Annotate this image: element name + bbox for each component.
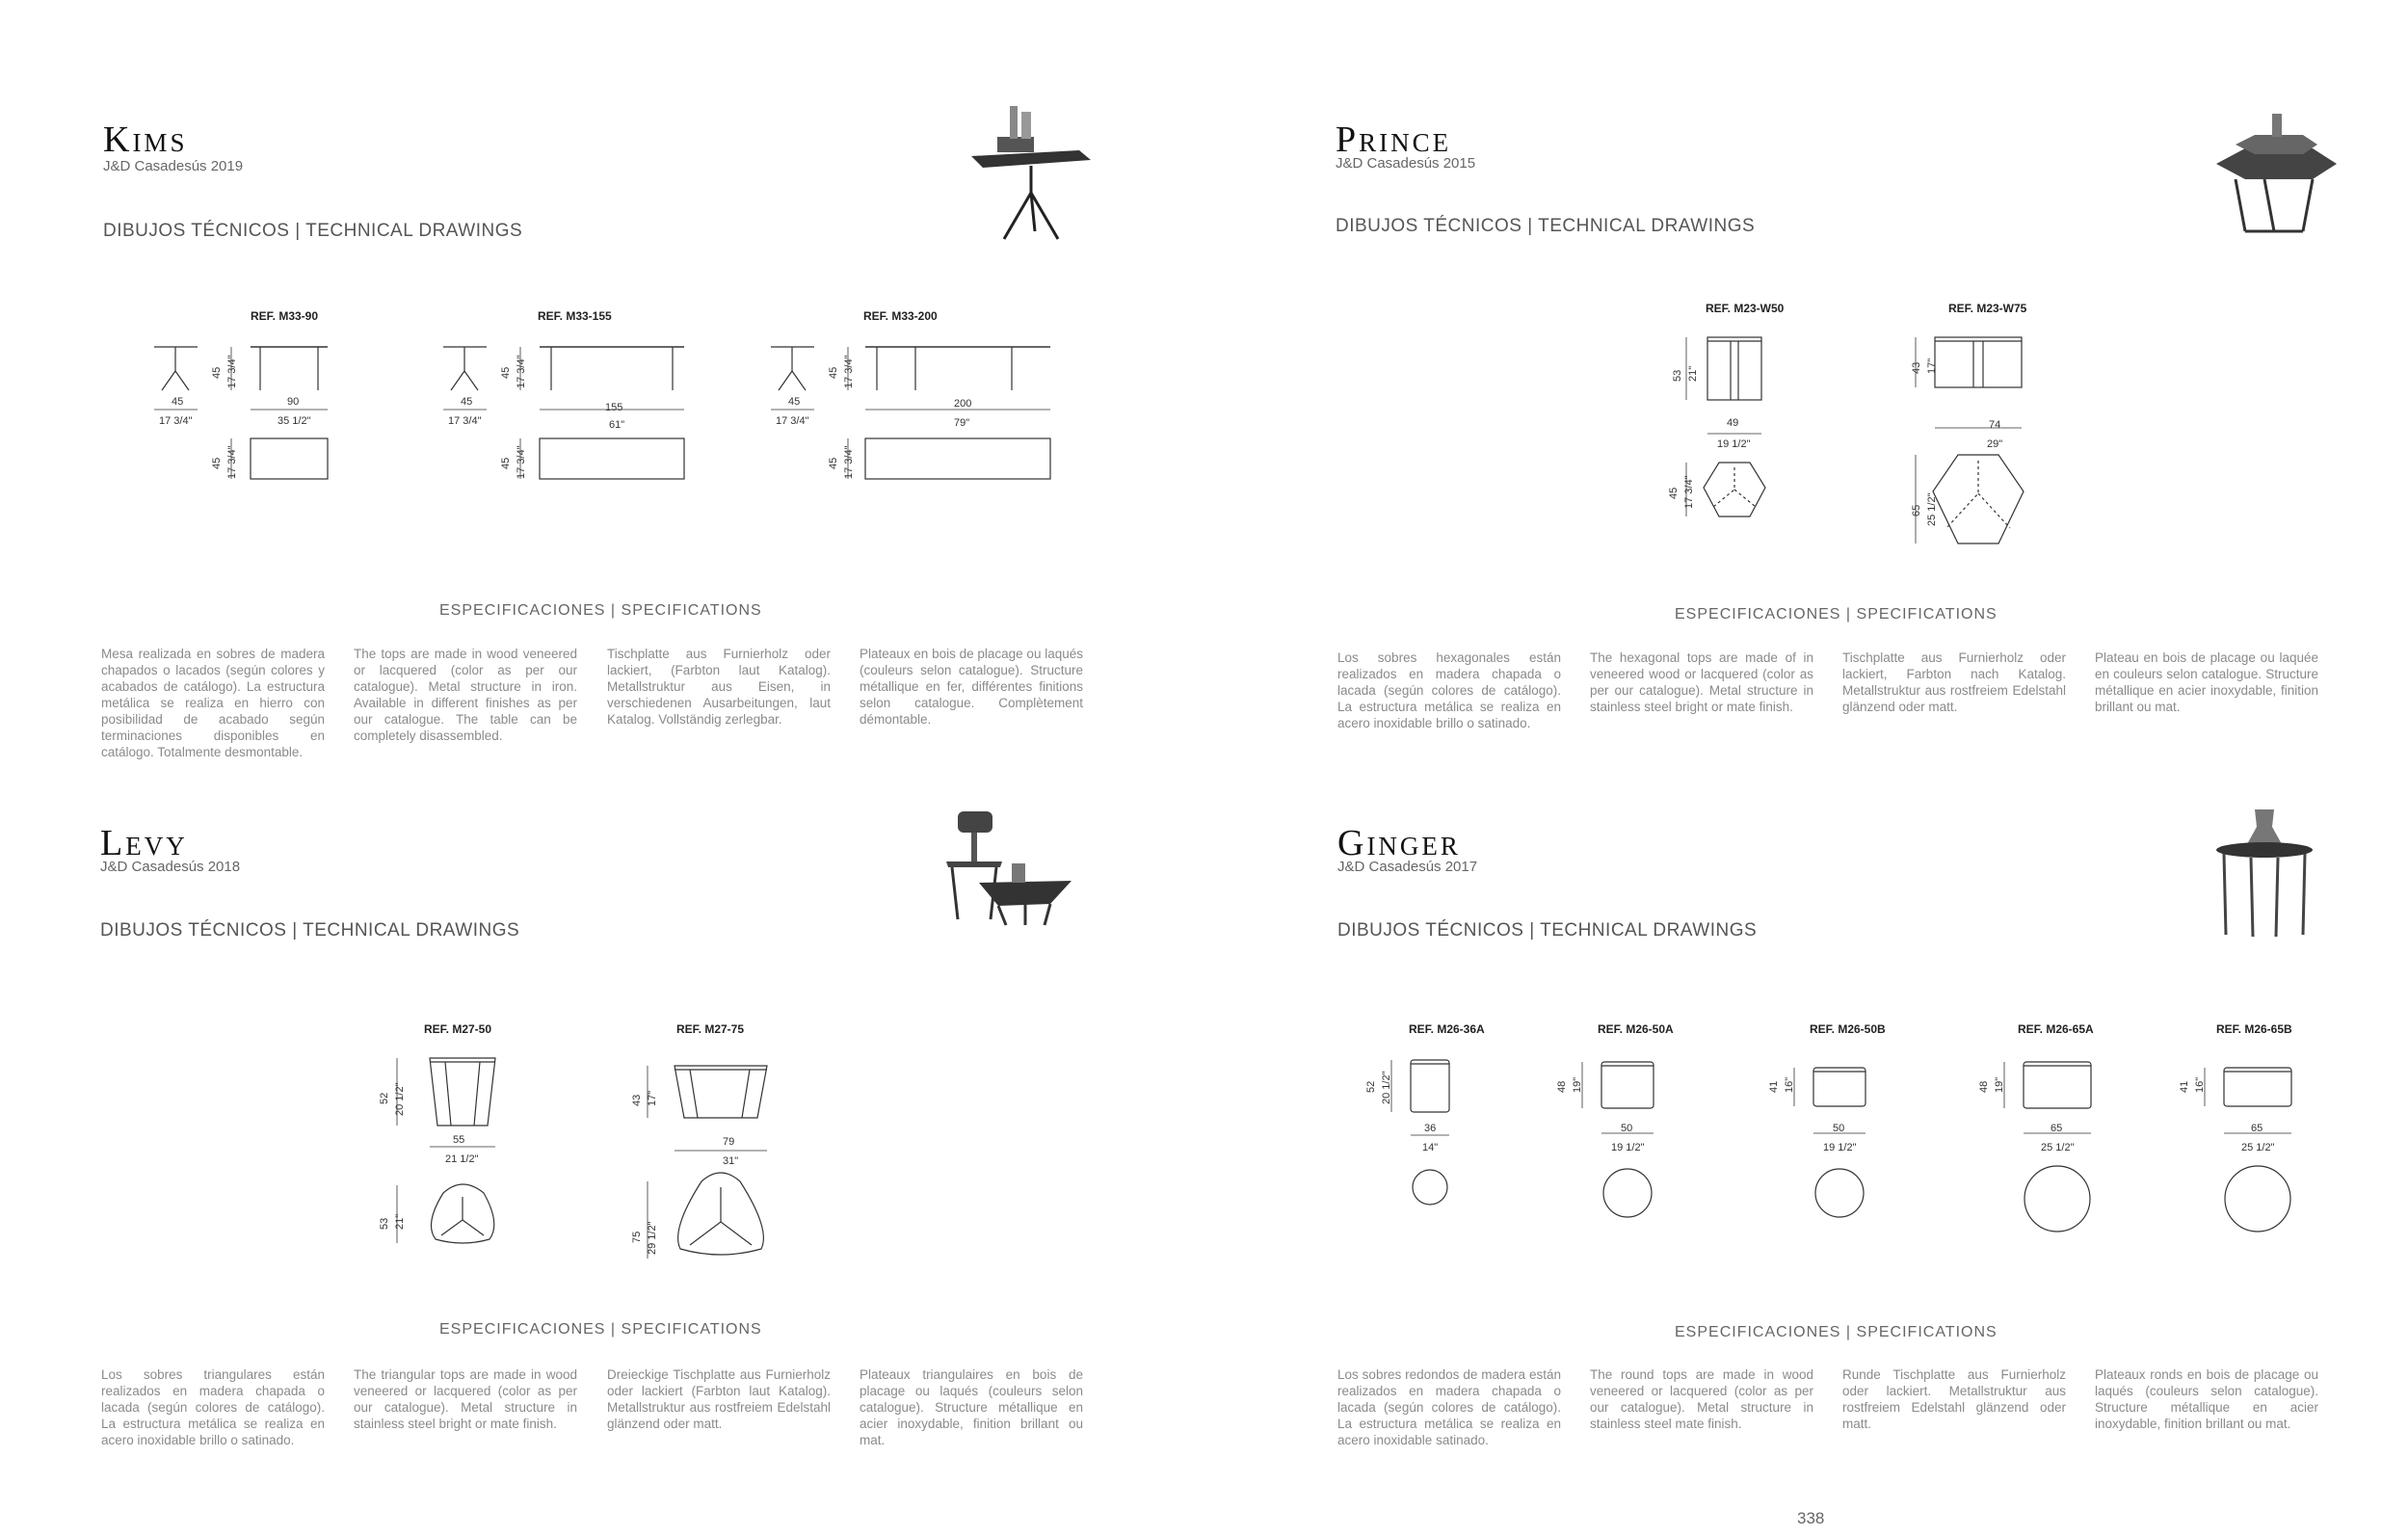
kims-dim-width-cm-3: 200	[954, 398, 972, 410]
kims-dim-width-in-2: 61"	[609, 419, 625, 431]
levy-text-fr: Plateaux triangulaires en bois de placage ou laqués (couleurs selon catalogue). Structure métallique en acier inoxydable, finition brillant ou mat.	[860, 1367, 1083, 1447]
page-number: 338	[1797, 1509, 1825, 1527]
levy-ref-2: REF. M27-75	[676, 1022, 745, 1036]
ginger-text-es: Los sobres redondos de madera están realizados en madera chapada o lacada (según colores de catálogo). La estructura metálica se realiza en acero inoxidable satinado.	[1337, 1367, 1561, 1447]
prince-dim-width-cm-2: 74	[1989, 419, 2001, 431]
ginger-dim-height-cm-3: 41	[1768, 1080, 1780, 1093]
prince-dim-height-cm-2: 43	[1911, 361, 1922, 374]
prince-dim-depth-cm-2: 65	[1911, 504, 1922, 517]
ginger-dim-height-in-4: 19"	[1994, 1076, 2005, 1093]
prince-text-en: The hexagonal tops are made of in veneered wood or lacquered (color as per our catalogue). Metal structure in stainless steel bright or mate finish.	[1590, 650, 1813, 714]
ginger-text-fr: Plateaux ronds en bois de placage ou laqués (couleurs selon catalogue). Structure métallique en acier inoxydable, finition brillant ou mat.	[2095, 1367, 2318, 1431]
kims-dim-height-in-2: 17 3/4"	[516, 355, 527, 388]
prince-dim-depth-cm-1: 45	[1668, 487, 1680, 499]
prince-dim-width-in-1: 19 1/2"	[1717, 438, 1751, 450]
levy-text-en: The triangular tops are made in wood veneered or lacquered (color as per our catalogue). Metal structure in stainless steel bright or mate finish.	[354, 1367, 577, 1431]
levy-dim-width-in-2: 31"	[723, 1155, 739, 1167]
ginger-dim-width-cm-5: 65	[2251, 1123, 2263, 1134]
levy-dim-width-cm-1: 55	[453, 1134, 465, 1146]
prince-specs-heading: ESPECIFICACIONES | SPECIFICATIONS	[1675, 606, 1998, 623]
kims-dim-width-in-1: 35 1/2"	[278, 415, 311, 427]
ginger-ref-4: REF. M26-65A	[2018, 1022, 2094, 1036]
levy-dim-width-cm-2: 79	[723, 1136, 735, 1148]
kims-dim-height-in-3: 17 3/4"	[843, 355, 855, 388]
kims-dim-height-cm-2: 45	[500, 366, 512, 379]
kims-drawings-heading: DIBUJOS TÉCNICOS | TECHNICAL DRAWINGS	[103, 221, 523, 241]
ginger-dim-height-cm-4: 48	[1978, 1080, 1990, 1093]
levy-dim-height-in-2: 17"	[647, 1090, 658, 1106]
levy-text-es: Los sobres triangulares están realizados en madera chapada o lacada (según colores de catálogo). La estructura metálica se realiza en acero inoxidable brillo o satinado.	[101, 1367, 325, 1447]
levy-dim-depth-in-2: 29 1/2"	[647, 1221, 658, 1255]
levy-dim-width-in-1: 21 1/2"	[445, 1153, 479, 1165]
kims-technical-drawings	[154, 328, 1079, 501]
ginger-dim-height-cm-5: 41	[2179, 1080, 2190, 1093]
kims-dim-top-in-3: 17 3/4"	[843, 445, 855, 479]
ginger-dim-width-cm-1: 36	[1424, 1123, 1437, 1134]
ginger-dim-height-in-3: 16"	[1784, 1076, 1795, 1093]
kims-ref-2: REF. M33-155	[538, 309, 612, 323]
levy-product-photo	[944, 806, 1079, 931]
kims-dim-depth-cm-2: 45	[461, 396, 473, 408]
ginger-dim-width-cm-4: 65	[2051, 1123, 2063, 1134]
levy-specs-heading: ESPECIFICACIONES | SPECIFICATIONS	[439, 1321, 762, 1338]
ginger-designer: J&D Casadesús 2017	[1337, 859, 1478, 875]
ginger-dim-width-in-4: 25 1/2"	[2041, 1142, 2075, 1153]
prince-dim-depth-in-1: 17 3/4"	[1683, 475, 1695, 509]
prince-dim-height-cm-1: 53	[1672, 369, 1683, 382]
kims-dim-depth-in-2: 17 3/4"	[448, 415, 482, 427]
ginger-title: Ginger	[1337, 823, 1461, 863]
levy-dim-height-in-1: 20 1/2"	[394, 1082, 406, 1116]
ginger-ref-5: REF. M26-65B	[2216, 1022, 2292, 1036]
kims-dim-depth-cm-1: 45	[172, 396, 184, 408]
levy-dim-height-cm-2: 43	[631, 1094, 643, 1106]
ginger-drawings-heading: DIBUJOS TÉCNICOS | TECHNICAL DRAWINGS	[1337, 920, 1758, 941]
ginger-dim-height-in-5: 16"	[2194, 1076, 2206, 1093]
kims-dim-top-cm-1: 45	[211, 457, 223, 469]
kims-dim-height-in-1: 17 3/4"	[226, 355, 238, 388]
kims-dim-height-cm-1: 45	[211, 366, 223, 379]
ginger-product-photo	[2216, 806, 2322, 941]
ginger-dim-width-cm-2: 50	[1621, 1123, 1633, 1134]
kims-specs-heading: ESPECIFICACIONES | SPECIFICATIONS	[439, 602, 762, 619]
kims-dim-depth-in-3: 17 3/4"	[776, 415, 809, 427]
kims-dim-height-cm-3: 45	[828, 366, 839, 379]
kims-dim-top-cm-3: 45	[828, 457, 839, 469]
ginger-ref-1: REF. M26-36A	[1409, 1022, 1485, 1036]
kims-designer: J&D Casadesús 2019	[103, 158, 244, 174]
ginger-dim-width-in-5: 25 1/2"	[2241, 1142, 2275, 1153]
prince-ref-1: REF. M23-W50	[1706, 302, 1785, 315]
levy-designer: J&D Casadesús 2018	[100, 859, 241, 875]
ginger-specs-heading: ESPECIFICACIONES | SPECIFICATIONS	[1675, 1324, 1998, 1340]
prince-dim-width-cm-1: 49	[1727, 417, 1739, 429]
kims-text-fr: Plateaux en bois de placage ou laqués (couleurs selon catalogue). Structure métallique en fer, différentes finitions selon catalogue. Complètement démontable.	[860, 647, 1083, 727]
kims-title: Kims	[103, 119, 188, 160]
ginger-dim-width-in-3: 19 1/2"	[1823, 1142, 1857, 1153]
kims-dim-width-in-3: 79"	[954, 417, 970, 429]
levy-drawings-heading: DIBUJOS TÉCNICOS | TECHNICAL DRAWINGS	[100, 920, 520, 941]
kims-ref-1: REF. M33-90	[251, 309, 319, 323]
ginger-dim-width-in-1: 14"	[1422, 1142, 1439, 1153]
kims-text-es: Mesa realizada en sobres de madera chapados o lacados (según colores y acabados de catálogo). La estructura metálica se realiza en hierro con posibilidad de acabado según terminaciones disponibles en catálogo. Totalmente desmontable.	[101, 647, 325, 759]
ginger-dim-height-in-1: 20 1/2"	[1381, 1071, 1392, 1104]
levy-title: Levy	[100, 823, 188, 863]
kims-text-de: Tischplatte aus Furnierholz oder lackiert, (Farbton laut Katalog). Metallstruktur aus Eisen, in verschiedenen Ausarbeitungen, laut Katalog. Vollständig zerlegbar.	[607, 647, 831, 727]
ginger-dim-height-in-2: 19"	[1572, 1076, 1583, 1093]
ginger-text-de: Runde Tischplatte aus Furnierholz oder lackiert. Metallstruktur aus rostfreiem Edelstahl glänzend oder matt.	[1842, 1367, 2066, 1431]
ginger-ref-3: REF. M26-50B	[1810, 1022, 1886, 1036]
kims-dim-width-cm-1: 90	[287, 396, 300, 408]
kims-dim-depth-in-1: 17 3/4"	[159, 415, 193, 427]
prince-dim-height-in-1: 21"	[1687, 365, 1699, 382]
levy-dim-depth-cm-2: 75	[631, 1231, 643, 1243]
ginger-dim-width-in-2: 19 1/2"	[1611, 1142, 1645, 1153]
prince-drawings-heading: DIBUJOS TÉCNICOS | TECHNICAL DRAWINGS	[1336, 216, 1756, 236]
kims-product-photo	[964, 96, 1098, 251]
prince-title: Prince	[1336, 119, 1452, 160]
prince-designer: J&D Casadesús 2015	[1336, 155, 1476, 172]
levy-dim-depth-in-1: 21"	[394, 1213, 406, 1230]
prince-dim-depth-in-2: 25 1/2"	[1926, 492, 1938, 526]
levy-dim-depth-cm-1: 53	[379, 1217, 390, 1230]
kims-dim-top-cm-2: 45	[500, 457, 512, 469]
prince-text-es: Los sobres hexagonales están realizados en madera chapada o lacada (según colores de catálogo). La estructura metálica se realiza en acero inoxidable brillo o satinado.	[1337, 650, 1561, 730]
ginger-ref-2: REF. M26-50A	[1598, 1022, 1674, 1036]
prince-text-fr: Plateau en bois de placage ou laquée en couleurs selon catalogue. Structure métallique en acier inoxydable, finition brillant ou mat.	[2095, 650, 2318, 714]
ginger-dim-height-cm-2: 48	[1556, 1080, 1568, 1093]
prince-dim-height-in-2: 17"	[1926, 358, 1938, 374]
kims-text-en: The tops are made in wood veneered or lacquered (color as per our catalogue). Metal structure in iron. Available in different finishes as per our catalogue. The table can be completely disassembled.	[354, 647, 577, 743]
levy-text-de: Dreieckige Tischplatte aus Furnierholz oder lackiert (Farbton laut Katalog). Metallstruktur aus rostfreiem Edelstahl glänzend oder matt.	[607, 1367, 831, 1431]
prince-dim-width-in-2: 29"	[1987, 438, 2003, 450]
kims-dim-top-in-2: 17 3/4"	[516, 445, 527, 479]
prince-product-photo	[2207, 106, 2342, 241]
ginger-text-en: The round tops are made in wood veneered or lacquered (color as per our catalogue). Metal structure in stainless steel mate finish.	[1590, 1367, 1813, 1431]
prince-ref-2: REF. M23-W75	[1948, 302, 2027, 315]
levy-ref-1: REF. M27-50	[424, 1022, 492, 1036]
ginger-dim-width-cm-3: 50	[1833, 1123, 1845, 1134]
ginger-dim-height-cm-1: 52	[1365, 1080, 1377, 1093]
levy-dim-height-cm-1: 52	[379, 1092, 390, 1104]
kims-dim-top-in-1: 17 3/4"	[226, 445, 238, 479]
kims-dim-width-cm-2: 155	[605, 402, 623, 413]
prince-text-de: Tischplatte aus Furnierholz oder lackiert, Farbton nach Katalog. Metallstruktur aus rostfreiem Edelstahl glänzend oder matt.	[1842, 650, 2066, 714]
kims-ref-3: REF. M33-200	[863, 309, 938, 323]
kims-dim-depth-cm-3: 45	[788, 396, 801, 408]
